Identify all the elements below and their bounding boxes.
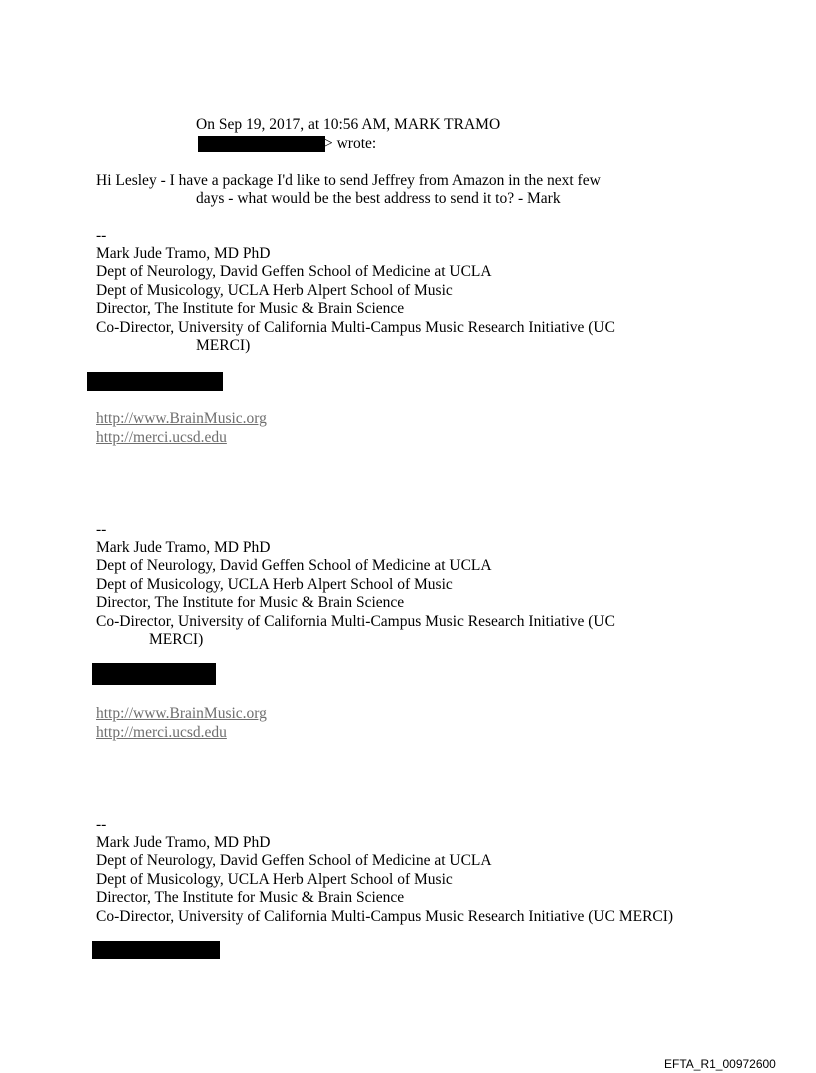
signature-1-codirector-cont: MERCI) (196, 337, 251, 354)
signature-3-name: Mark Jude Tramo, MD PhD (96, 834, 271, 851)
quote-wrote-text: > wrote: (324, 135, 377, 152)
signature-3-dashes: -- (96, 816, 107, 833)
document-id: EFTA_R1_00972600 (664, 1057, 776, 1071)
signature-1-director: Director, The Institute for Music & Brain Science (96, 300, 405, 317)
signature-2-codirector-cont: MERCI) (149, 631, 204, 648)
signature-3-dept-neurology: Dept of Neurology, David Geffen School of Medicine at UCLA (96, 852, 492, 869)
signature-1-redacted-contact (87, 372, 223, 391)
message-line-1: Hi Lesley - I have a package I'd like to send Jeffrey from Amazon in the next few (96, 172, 601, 189)
signature-1-brainmusic-link[interactable]: http://www.BrainMusic.org (96, 410, 267, 427)
signature-1-dashes: -- (96, 227, 107, 244)
signature-3-dept-musicology: Dept of Musicology, UCLA Herb Alpert School of Music (96, 871, 453, 888)
message-line-2: days - what would be the best address to send it to? - Mark (196, 190, 561, 207)
signature-2-merci-link[interactable]: http://merci.ucsd.edu (96, 724, 227, 741)
signature-2-dept-neurology: Dept of Neurology, David Geffen School of Medicine at UCLA (96, 557, 492, 574)
signature-1-dept-neurology: Dept of Neurology, David Geffen School of Medicine at UCLA (96, 263, 492, 280)
signature-2-director: Director, The Institute for Music & Brain Science (96, 594, 405, 611)
redacted-email (198, 136, 325, 152)
quote-header-line: On Sep 19, 2017, at 10:56 AM, MARK TRAMO (196, 116, 501, 133)
signature-2-redacted-contact (92, 663, 216, 685)
signature-3-director: Director, The Institute for Music & Brain Science (96, 889, 405, 906)
signature-1-dept-musicology: Dept of Musicology, UCLA Herb Alpert School of Music (96, 282, 453, 299)
signature-2-name: Mark Jude Tramo, MD PhD (96, 539, 271, 556)
signature-2-codirector: Co-Director, University of California Multi-Campus Music Research Initiative (UC (96, 613, 615, 630)
signature-1-merci-link[interactable]: http://merci.ucsd.edu (96, 429, 227, 446)
signature-3-codirector: Co-Director, University of California Multi-Campus Music Research Initiative (UC MERCI) (96, 908, 674, 925)
signature-2-dept-musicology: Dept of Musicology, UCLA Herb Alpert School of Music (96, 576, 453, 593)
signature-1-name: Mark Jude Tramo, MD PhD (96, 245, 271, 262)
signature-2-dashes: -- (96, 521, 107, 538)
signature-3-redacted-contact (92, 941, 220, 959)
signature-2-brainmusic-link[interactable]: http://www.BrainMusic.org (96, 705, 267, 722)
signature-1-codirector: Co-Director, University of California Multi-Campus Music Research Initiative (UC (96, 319, 615, 336)
